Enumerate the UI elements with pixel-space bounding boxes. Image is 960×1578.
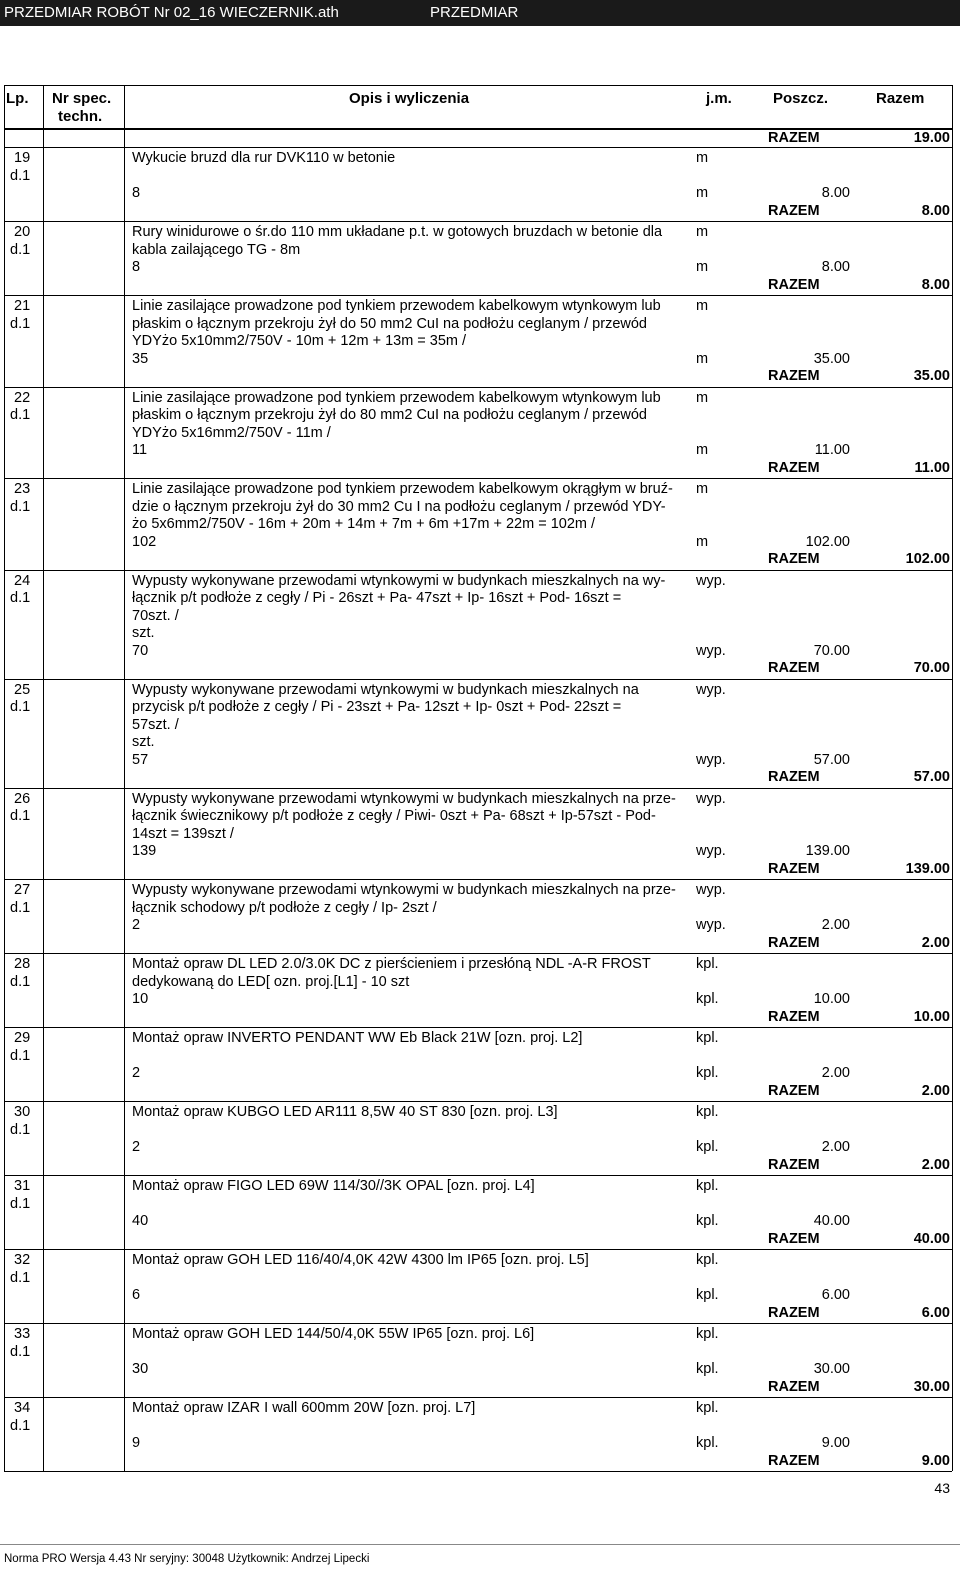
- table-row: [4, 1175, 952, 1250]
- item-total: 6.00: [921, 1304, 950, 1321]
- item-total: 10.00: [913, 1008, 950, 1025]
- item-lp: 19: [14, 150, 31, 166]
- item-unit: m: [696, 298, 709, 314]
- item-description-line: 70szt. /: [132, 607, 179, 624]
- item-description-line: Wypusty wykonywane przewodami wtynkowymi w budynkach mieszkalnych na: [132, 681, 639, 698]
- header-opis: Opis i wyliczenia: [349, 90, 470, 107]
- item-description-line: Montaż opraw GOH LED 144/50/4,0K 55W IP65 [ozn. proj. L6]: [132, 1326, 535, 1342]
- item-total-label: RAZEM: [768, 202, 820, 219]
- item-quantity-unit: wyp.: [696, 751, 726, 768]
- item-spec: d.1: [10, 1269, 31, 1286]
- item-quantity-unit: wyp.: [696, 917, 726, 933]
- item-description-line: YDYżo 5x10mm2/750V - 10m + 12m + 13m = 35m /: [132, 333, 467, 349]
- item-spec: d.1: [10, 1047, 31, 1064]
- item-total-label: RAZEM: [768, 551, 820, 567]
- item-total-label: RAZEM: [768, 934, 820, 951]
- table-row: [4, 1397, 952, 1472]
- item-quantity-unit: kpl.: [696, 1213, 719, 1229]
- item-total: 30.00: [913, 1378, 950, 1395]
- item-unit: kpl.: [696, 1104, 719, 1120]
- header-poszcz: Poszcz.: [773, 90, 829, 107]
- item-description-line: Rury winidurowe o śr.do 110 mm układane p.t. w gotowych bruzdach w betonie dla: [132, 224, 663, 240]
- table-row: [4, 1249, 952, 1324]
- item-spec: d.1: [10, 315, 31, 332]
- item-unit: kpl.: [696, 1252, 719, 1268]
- item-quantity: 8: [132, 259, 141, 275]
- item-spec: d.1: [10, 498, 31, 515]
- document-title: PRZEDMIAR ROBÓT Nr 02_16 WIECZERNIK.ath: [4, 4, 339, 21]
- item-quantity-unit: m: [696, 185, 709, 201]
- footer-text: Norma PRO Wersja 4.43 Nr seryjny: 30048 Użytkownik: Andrzej Lipecki: [4, 1553, 370, 1565]
- item-description-line: płaskim o łącznym przekroju żył do 50 mm2 CuI na podłożu ceglanym / przewód: [132, 315, 647, 332]
- item-quantity-unit: kpl.: [696, 1361, 719, 1377]
- item-unit: kpl.: [696, 956, 719, 972]
- item-total-label: RAZEM: [768, 769, 820, 785]
- item-unit: m: [696, 481, 709, 497]
- item-partial-total: 9.00: [821, 1435, 850, 1451]
- item-spec: d.1: [10, 699, 31, 715]
- item-quantity: 70: [132, 642, 149, 659]
- item-total-label: RAZEM: [768, 276, 820, 293]
- item-spec: d.1: [10, 590, 31, 606]
- item-description-line: Montaż opraw KUBGO LED AR111 8,5W 40 ST 830 [ozn. proj. L3]: [132, 1104, 558, 1120]
- col-border-desc: [124, 85, 125, 1471]
- table-row: [4, 788, 952, 881]
- item-total: 8.00: [921, 202, 950, 219]
- item-lp: 31: [14, 1178, 31, 1194]
- item-quantity: 2: [132, 917, 141, 933]
- item-partial-total: 6.00: [821, 1287, 850, 1303]
- table-row: [4, 221, 952, 296]
- item-quantity-unit: m: [696, 259, 709, 275]
- page-number: 43: [934, 1480, 950, 1496]
- table-row: [4, 478, 952, 571]
- item-description-line: Linie zasilające prowadzone pod tynkiem przewodem kabelkowym wtynkowym lub: [132, 389, 661, 406]
- table-row: [4, 387, 952, 480]
- item-description-line: Wypusty wykonywane przewodami wtynkowymi w budynkach mieszkalnych na prze-: [132, 882, 676, 898]
- item-lp: 24: [14, 572, 31, 589]
- item-total: 8.00: [921, 276, 950, 293]
- item-description-line: Montaż opraw GOH LED 116/40/4,0K 42W 4300 lm IP65 [ozn. proj. L5]: [132, 1252, 589, 1268]
- item-total-label: RAZEM: [768, 1378, 820, 1395]
- item-quantity: 10: [132, 991, 149, 1007]
- item-partial-total: 11.00: [814, 442, 850, 458]
- carry-over-value: 19.00: [913, 130, 950, 146]
- item-quantity: 11: [132, 442, 148, 458]
- item-lp: 29: [14, 1030, 31, 1046]
- item-description-line: Wykucie bruzd dla rur DVK110 w betonie: [132, 150, 396, 166]
- footer: [0, 1544, 960, 1578]
- item-description-line: łącznik p/t podłoże z cegły / Pi - 26szt + Pa- 47szt + Ip- 16szt + Pod- 16szt =: [132, 590, 622, 606]
- item-description-line: szt.: [132, 734, 155, 750]
- header-techn: techn.: [58, 108, 103, 125]
- table-bottom-border: [4, 1471, 952, 1472]
- item-lp: 22: [14, 389, 31, 406]
- item-total-label: RAZEM: [768, 1082, 820, 1099]
- table-row: [4, 879, 952, 954]
- item-quantity-unit: kpl.: [696, 1065, 719, 1081]
- item-description-line: płaskim o łącznym przekroju żył do 80 mm2 CuI na podłożu ceglanym / przewód: [132, 407, 647, 423]
- item-total: 102.00: [905, 551, 950, 567]
- item-quantity: 9: [132, 1435, 141, 1451]
- item-description-line: łącznik schodowy p/t podłoże z cegły / Ip- 2szt /: [132, 899, 437, 916]
- table-row: [4, 147, 952, 222]
- item-spec: d.1: [10, 808, 31, 824]
- header-jm: j.m.: [706, 90, 732, 107]
- item-quantity: 8: [132, 185, 141, 201]
- item-description-line: YDYżo 5x16mm2/750V - 11m /: [132, 424, 331, 441]
- item-partial-total: 57.00: [813, 751, 850, 768]
- item-total: 2.00: [921, 934, 950, 951]
- item-description-line: 14szt = 139szt /: [132, 825, 234, 842]
- item-description-line: 57szt. /: [132, 716, 179, 733]
- item-quantity: 40: [132, 1213, 149, 1229]
- item-unit: kpl.: [696, 1400, 719, 1416]
- item-partial-total: 40.00: [813, 1213, 850, 1229]
- item-total-label: RAZEM: [768, 860, 820, 877]
- col-border-left: [4, 85, 5, 1471]
- item-total: 40.00: [913, 1230, 950, 1247]
- item-partial-total: 10.00: [813, 991, 850, 1007]
- table-row: [4, 953, 952, 1028]
- item-total-label: RAZEM: [768, 368, 820, 384]
- item-quantity-unit: kpl.: [696, 991, 719, 1007]
- item-spec: d.1: [10, 973, 31, 990]
- item-description-line: szt.: [132, 625, 155, 641]
- item-partial-total: 30.00: [813, 1361, 850, 1377]
- item-total-label: RAZEM: [768, 1156, 820, 1173]
- item-quantity-unit: m: [696, 350, 709, 367]
- item-total-label: RAZEM: [768, 1008, 820, 1025]
- item-lp: 26: [14, 790, 31, 807]
- item-partial-total: 70.00: [813, 642, 850, 659]
- item-description-line: żo 5x6mm2/750V - 16m + 20m + 14m + 7m + 6m +17m + 22m = 102m /: [132, 516, 596, 532]
- item-lp: 25: [14, 681, 31, 698]
- item-partial-total: 8.00: [821, 259, 850, 275]
- item-quantity: 30: [132, 1361, 149, 1377]
- item-spec: d.1: [10, 899, 31, 916]
- item-total: 2.00: [921, 1082, 950, 1099]
- item-total-label: RAZEM: [768, 1230, 820, 1247]
- table-row: [4, 295, 952, 388]
- table-row: [4, 1323, 952, 1398]
- item-description-line: dedykowaną do LED[ ozn. proj.[L1] - 10 szt: [132, 973, 410, 990]
- item-quantity-unit: kpl.: [696, 1287, 719, 1303]
- item-lp: 21: [14, 298, 31, 314]
- item-total: 139.00: [905, 860, 950, 877]
- item-total: 70.00: [913, 660, 950, 676]
- item-total: 9.00: [921, 1452, 950, 1469]
- item-lp: 27: [14, 882, 31, 898]
- item-quantity-unit: wyp.: [696, 642, 726, 659]
- item-unit: m: [696, 150, 709, 166]
- col-border-right: [952, 85, 953, 1471]
- item-total-label: RAZEM: [768, 660, 820, 676]
- item-total-label: RAZEM: [768, 1452, 820, 1469]
- item-unit: kpl.: [696, 1178, 719, 1194]
- item-spec: d.1: [10, 1343, 31, 1360]
- item-partial-total: 139.00: [805, 843, 850, 859]
- item-unit: wyp.: [696, 681, 726, 698]
- item-total-label: RAZEM: [768, 459, 820, 476]
- item-spec: d.1: [10, 1417, 31, 1434]
- item-description-line: Montaż opraw FIGO LED 69W 114/30//3K OPAL [ozn. proj. L4]: [132, 1178, 535, 1194]
- item-total: 11.00: [914, 459, 950, 476]
- item-unit: wyp.: [696, 882, 726, 898]
- item-description-line: Wypusty wykonywane przewodami wtynkowymi w budynkach mieszkalnych na wy-: [132, 572, 666, 589]
- item-unit: wyp.: [696, 572, 726, 589]
- item-description-line: kabla zailającego TG - 8m: [132, 241, 301, 258]
- item-description-line: łącznik świecznikowy p/t podłoże z cegły / Piwi- 0szt + Pa- 68szt + Ip-57szt - Pod-: [132, 808, 656, 824]
- report-type-title: PRZEDMIAR: [430, 4, 519, 21]
- item-description-line: przycisk p/t podłoże z cegły / Pi - 23szt + Pa- 12szt + Ip- 0szt + Pod- 22szt =: [132, 699, 622, 715]
- item-unit: m: [696, 389, 709, 406]
- window-title-bar: [0, 0, 960, 26]
- item-quantity-unit: m: [696, 533, 709, 550]
- item-quantity: 139: [132, 843, 157, 859]
- carry-over-row: [4, 129, 952, 147]
- header-nr-spec: Nr spec.: [52, 90, 112, 107]
- item-spec: d.1: [10, 1121, 31, 1138]
- item-total: 2.00: [921, 1156, 950, 1173]
- table-row: [4, 1101, 952, 1176]
- item-quantity: 6: [132, 1287, 141, 1303]
- item-spec: d.1: [10, 1195, 31, 1212]
- item-description-line: Linie zasilające prowadzone pod tynkiem przewodem kabelkowym wtynkowym lub: [132, 298, 661, 314]
- item-lp: 33: [14, 1326, 31, 1342]
- item-quantity: 57: [132, 751, 149, 768]
- item-quantity-unit: m: [696, 442, 709, 458]
- item-partial-total: 2.00: [821, 1065, 850, 1081]
- item-description-line: Montaż opraw IZAR I wall 600mm 20W [ozn. proj. L7]: [132, 1400, 476, 1416]
- item-spec: d.1: [10, 241, 31, 258]
- header-razem: Razem: [876, 90, 925, 107]
- item-lp: 28: [14, 956, 31, 972]
- carry-over-label: RAZEM: [768, 130, 820, 146]
- item-total: 57.00: [913, 769, 950, 785]
- table-header: [4, 85, 952, 130]
- item-spec: d.1: [10, 407, 31, 423]
- item-unit: wyp.: [696, 790, 726, 807]
- item-lp: 34: [14, 1400, 31, 1416]
- table-row: [4, 1027, 952, 1102]
- item-partial-total: 2.00: [821, 1139, 850, 1155]
- item-lp: 30: [14, 1104, 31, 1120]
- item-unit: kpl.: [696, 1030, 719, 1046]
- item-description-line: Montaż opraw INVERTO PENDANT WW Eb Black 21W [ozn. proj. L2]: [132, 1030, 583, 1046]
- item-partial-total: 8.00: [821, 185, 850, 201]
- item-partial-total: 35.00: [813, 350, 850, 367]
- item-quantity-unit: kpl.: [696, 1435, 719, 1451]
- header-lp: Lp.: [6, 90, 29, 107]
- item-quantity: 35: [132, 350, 149, 367]
- item-quantity: 2: [132, 1065, 141, 1081]
- item-description-line: Montaż opraw DL LED 2.0/3.0K DC z pierścieniem i przesłóną NDL -A-R FROST: [132, 956, 651, 972]
- table-row: [4, 679, 952, 789]
- col-border-spec: [43, 85, 44, 1471]
- item-quantity-unit: wyp.: [696, 843, 726, 859]
- item-spec: d.1: [10, 167, 31, 184]
- item-quantity: 2: [132, 1139, 141, 1155]
- item-quantity: 102: [132, 533, 157, 550]
- table-row: [4, 570, 952, 680]
- item-description-line: Wypusty wykonywane przewodami wtynkowymi w budynkach mieszkalnych na prze-: [132, 790, 676, 807]
- item-description-line: dzie o łącznym przekroju żył do 30 mm2 Cu I na podłożu ceglanym / przewód YDY-: [132, 498, 666, 515]
- item-total-label: RAZEM: [768, 1304, 820, 1321]
- item-total: 35.00: [913, 368, 950, 384]
- item-unit: m: [696, 224, 709, 240]
- item-partial-total: 2.00: [821, 917, 850, 933]
- item-description-line: Linie zasilające prowadzone pod tynkiem przewodem kabelkowym okrągłym w bruź-: [132, 481, 673, 497]
- item-lp: 20: [14, 224, 31, 240]
- item-lp: 32: [14, 1252, 31, 1268]
- item-partial-total: 102.00: [805, 533, 850, 550]
- item-quantity-unit: kpl.: [696, 1139, 719, 1155]
- item-lp: 23: [14, 481, 31, 497]
- item-unit: kpl.: [696, 1326, 719, 1342]
